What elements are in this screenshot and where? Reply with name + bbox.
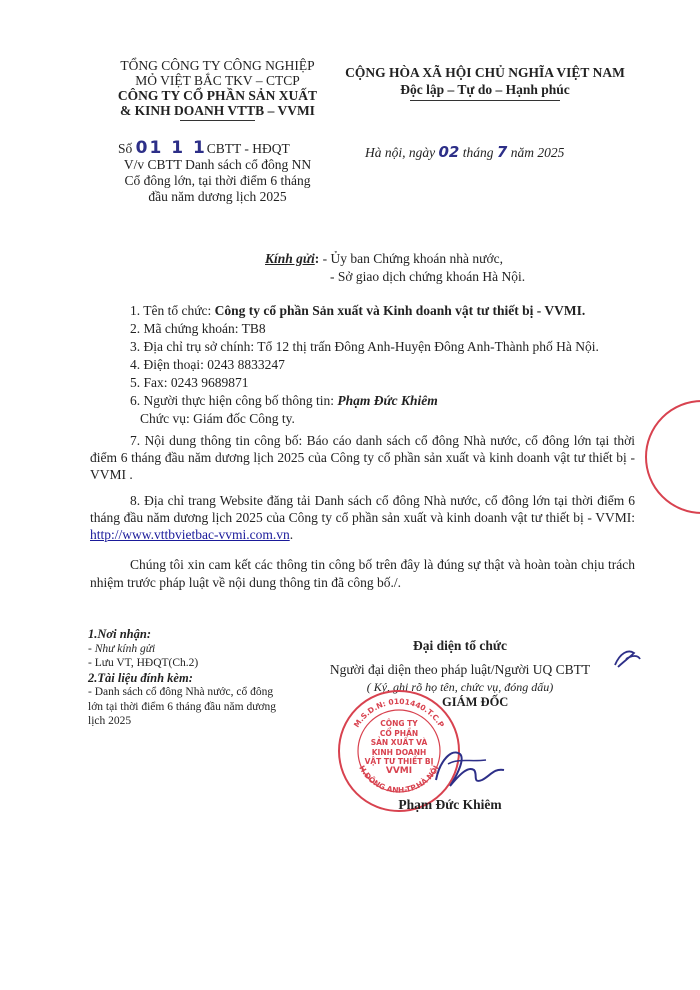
tai-lieu-label: 2.Tài liệu đính kèm:	[88, 670, 193, 685]
company-parent-line2: MỎ VIỆT BẮC TKV – CTCP	[135, 73, 300, 88]
nation-title: CỘNG HÒA XÃ HỘI CHỦ NGHĨA VIỆT NAM	[345, 65, 625, 80]
seal-line6: VVMI	[385, 765, 413, 776]
subject-line3: đầu năm dương lịch 2025	[148, 189, 287, 204]
subject-line2: Cổ đông lớn, tại thời điểm 6 tháng	[124, 173, 311, 188]
recipients	[265, 250, 645, 286]
item-6-position: Chức vụ: Giám đốc Công ty.	[140, 411, 295, 426]
signature-role: GIÁM ĐỐC	[442, 695, 509, 709]
signature-note: ( Ký, ghi rõ họ tên, chức vụ, đóng dấu)	[366, 680, 554, 694]
item-4: 4. Điện thoại: 0243 8833247	[130, 357, 285, 372]
company-parent-line1: TỔNG CÔNG TY CÔNG NGHIỆP	[120, 58, 315, 73]
date-prefix: Hà nội, ngày	[365, 145, 436, 160]
item-1-value: Công ty cổ phần Sản xuất và Kinh doanh vật tư thiết bị - VVMI.	[214, 303, 586, 318]
nation-motto: Độc lập – Tự do – Hạnh phúc	[400, 82, 570, 97]
item-8-end: .	[289, 527, 294, 542]
recipients-label: Kính gửi	[265, 251, 315, 266]
item-5: 5. Fax: 0243 9689871	[130, 375, 249, 390]
nation-header	[320, 64, 650, 101]
so-suffix: CBTT - HĐQT	[206, 141, 290, 156]
company-name-line1: CÔNG TY CỔ PHẦN SẢN XUẤT	[117, 88, 318, 103]
seal-line4: KINH DOANH	[371, 747, 427, 757]
seal-ring-bottom: H.ĐÔNG ANH-TP.HÀ NỘI	[357, 763, 441, 795]
tai-lieu-1: - Danh sách cổ đông Nhà nước, cổ đông lớn tại thời điểm 6 tháng đầu năm dương lịch 2025	[88, 686, 277, 727]
item-7: 7. Nội dung thông tin công bố: Báo cáo danh sách cổ đông Nhà nước, cổ đông lớn tại thời điểm 6 tháng đầu năm dương lịch 2025 của Công ty cổ phần sản xuất và kinh doanh vật tư thiết bị - VVMI .	[90, 433, 635, 482]
subject-line1: V/v CBTT Danh sách cổ đông NN	[123, 157, 312, 172]
item-1-label: 1. Tên tổ chức:	[130, 303, 212, 318]
info-list	[130, 302, 630, 428]
footer-left	[88, 627, 288, 729]
signer-name: Phạm Đức Khiêm	[398, 797, 502, 812]
document-subject	[90, 157, 345, 205]
signature-block	[295, 637, 625, 695]
commitment: Chúng tôi xin cam kết các thông tin công bố trên đây là đúng sự thật và hoàn toàn chịu trách nhiệm trước pháp luật về nội dung thông tin đã công bố./.	[90, 557, 635, 590]
recipients-colon: :	[314, 251, 320, 266]
date-suffix: năm 2025	[510, 145, 565, 160]
company-header	[90, 58, 345, 121]
item-6-label: 6. Người thực hiện công bố thông tin:	[130, 393, 335, 408]
document-number	[118, 138, 348, 158]
company-name-line2: & KINH DOANH VTTB – VVMI	[120, 103, 315, 118]
item-8	[90, 492, 635, 543]
seal-line1: CÔNG TY	[380, 719, 418, 728]
seal-line2: CỔ PHẦN	[379, 728, 419, 738]
noi-nhan-1: - Như kính gửi	[88, 642, 156, 655]
motto-underline	[410, 100, 560, 101]
noi-nhan-2: - Lưu VT, HĐQT(Ch.2)	[88, 657, 199, 669]
initial-flourish-icon	[612, 645, 642, 671]
item-8-text: 8. Địa chỉ trang Website đăng tải Danh sách cổ đông Nhà nước, cổ đông lớn tại thời điểm 6 tháng đầu năm dương lịch 2025 của Công ty cổ phần sản xuất và kinh doanh vật tư thiết bị - VVMI:	[90, 493, 635, 525]
recipient-1: - Ủy ban Chứng khoán nhà nước,	[322, 251, 503, 266]
edge-seal-partial	[645, 400, 700, 514]
signature-title: Đại diện tổ chức	[413, 638, 507, 653]
noi-nhan-label: 1.Nơi nhận:	[88, 627, 151, 641]
so-number-handwritten: 01 1 1	[135, 138, 207, 158]
date-mid: tháng	[462, 145, 494, 160]
company-underline	[180, 120, 255, 121]
seal-line5: VẬT TƯ THIẾT BỊ	[364, 757, 434, 766]
signature-subtitle: Người đại diện theo pháp luật/Người UQ CBTT	[329, 662, 591, 677]
seal-ring-top: M.S.D.N: 0101440.T.C.P	[351, 696, 447, 730]
item-6-value: Phạm Đức Khiêm	[337, 393, 438, 408]
document-date	[365, 143, 665, 161]
website-link[interactable]: http://www.vttbvietbac-vvmi.com.vn	[90, 527, 290, 542]
recipient-2: - Sở giao dịch chứng khoán Hà Nội.	[330, 269, 526, 284]
handwritten-signature-icon	[430, 740, 510, 796]
item-3: 3. Địa chỉ trụ sở chính: Tổ 12 thị trấn Đông Anh-Huyện Đông Anh-Thành phố Hà Nội.	[130, 339, 599, 354]
item-2: 2. Mã chứng khoán: TB8	[130, 321, 266, 336]
so-label: Số	[118, 141, 133, 156]
date-day: 02	[438, 143, 460, 161]
seal-line3: SẢN XUẤT VÀ	[370, 738, 428, 747]
date-month: 7	[496, 143, 508, 161]
